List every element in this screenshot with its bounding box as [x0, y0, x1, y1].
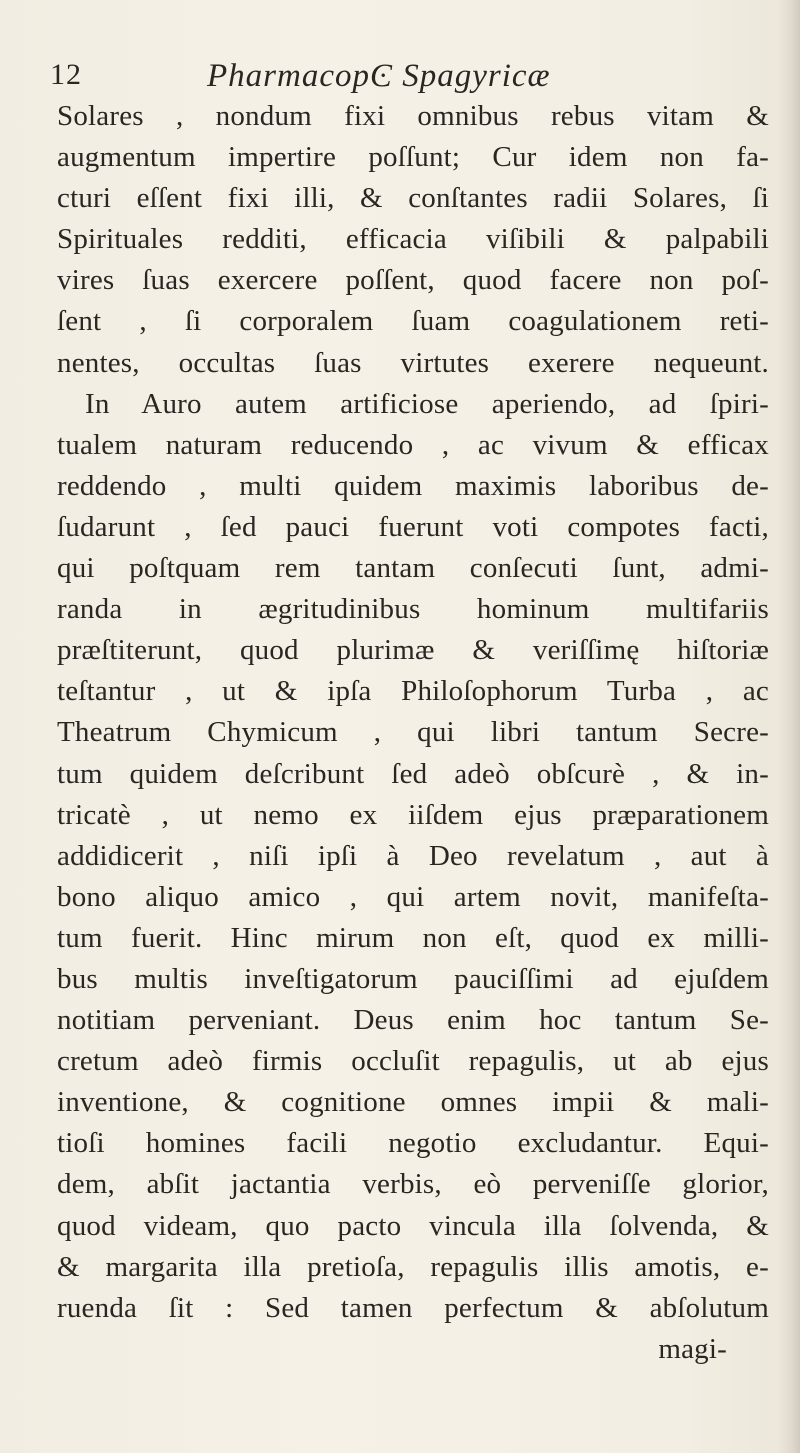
body-text [57, 96, 769, 1370]
text-line: notitiam perveniant. Deus enim hoc tantum Se- [57, 1004, 769, 1037]
paragraph-start-line: In Auro autem artificiose aperiendo, ad ſpiri- [85, 387, 769, 420]
catchword: magi- [658, 1332, 727, 1365]
text-line: tum quidem deſcribunt ſed adeò obſcurè , & in- [57, 757, 769, 790]
text-line: addidicerit , niſi ipſi à Deo revelatum , aut à [57, 839, 769, 872]
text-line: Theatrum Chymicum , qui libri tantum Secre- [57, 716, 769, 749]
text-line: ſudarunt , ſed pauci fuerunt voti compotes facti, [57, 510, 769, 543]
text-line: ſent , ſi corporalem ſuam coagulationem reti- [57, 305, 769, 338]
text-line: tualem naturam reducendo , ac vivum & efficax [57, 428, 769, 461]
text-line: randa in ægritudinibus hominum multifariis [57, 593, 769, 626]
running-title: PharmacopϾ Spagyricæ [207, 58, 551, 94]
text-line: teſtantur , ut & ipſa Philoſophorum Turba , ac [57, 675, 769, 708]
text-line: bono aliquo amico , qui artem novit, manifeſta- [57, 880, 769, 913]
text-line: augmentum impertire poſſunt; Cur idem non fa- [57, 141, 769, 174]
text-line: tioſi homines facili negotio excludantur. Equi- [57, 1127, 769, 1160]
text-line: qui poſtquam rem tantam conſecuti ſunt, admi- [57, 552, 769, 585]
text-line: nentes, occultas ſuas virtutes exerere nequeunt. [57, 346, 769, 379]
page-number: 12 [50, 58, 82, 91]
page-gutter-shadow [778, 0, 800, 1453]
running-head [50, 58, 750, 98]
text-line: præſtiterunt, quod plurimæ & veriſſimę hiſtoriæ [57, 634, 769, 667]
text-line: inventione, & cognitione omnes impii & mali- [57, 1086, 769, 1119]
text-line: & margarita illa pretioſa, repagulis illis amotis, e- [57, 1250, 769, 1283]
text-line: tricatè , ut nemo ex iiſdem ejus præparationem [57, 798, 769, 831]
text-line: bus multis inveſtigatorum pauciſſimi ad ejuſdem [57, 962, 769, 995]
text-line: cretum adeò firmis occluſit repagulis, ut ab ejus [57, 1045, 769, 1078]
text-line: dem, abſit jactantia verbis, eò perveniſſe glorior, [57, 1168, 769, 1201]
text-line: cturi eſſent fixi illi, & conſtantes radii Solares, ſi [57, 182, 769, 215]
text-line: reddendo , multi quidem maximis laboribus de- [57, 469, 769, 502]
text-line: vires ſuas exercere poſſent, quod facere non poſ- [57, 264, 769, 297]
text-line: quod videam, quo pacto vincula illa ſolvenda, & [57, 1209, 769, 1242]
text-line: tum fuerit. Hinc mirum non eſt, quod ex milli- [57, 921, 769, 954]
text-line: Solares , nondum fixi omnibus rebus vitam & [57, 100, 769, 132]
text-line: ruenda ſit : Sed tamen perfectum & abſolutum [57, 1291, 769, 1324]
text-line: Spirituales redditi, efficacia viſibili & palpabili [57, 223, 769, 256]
